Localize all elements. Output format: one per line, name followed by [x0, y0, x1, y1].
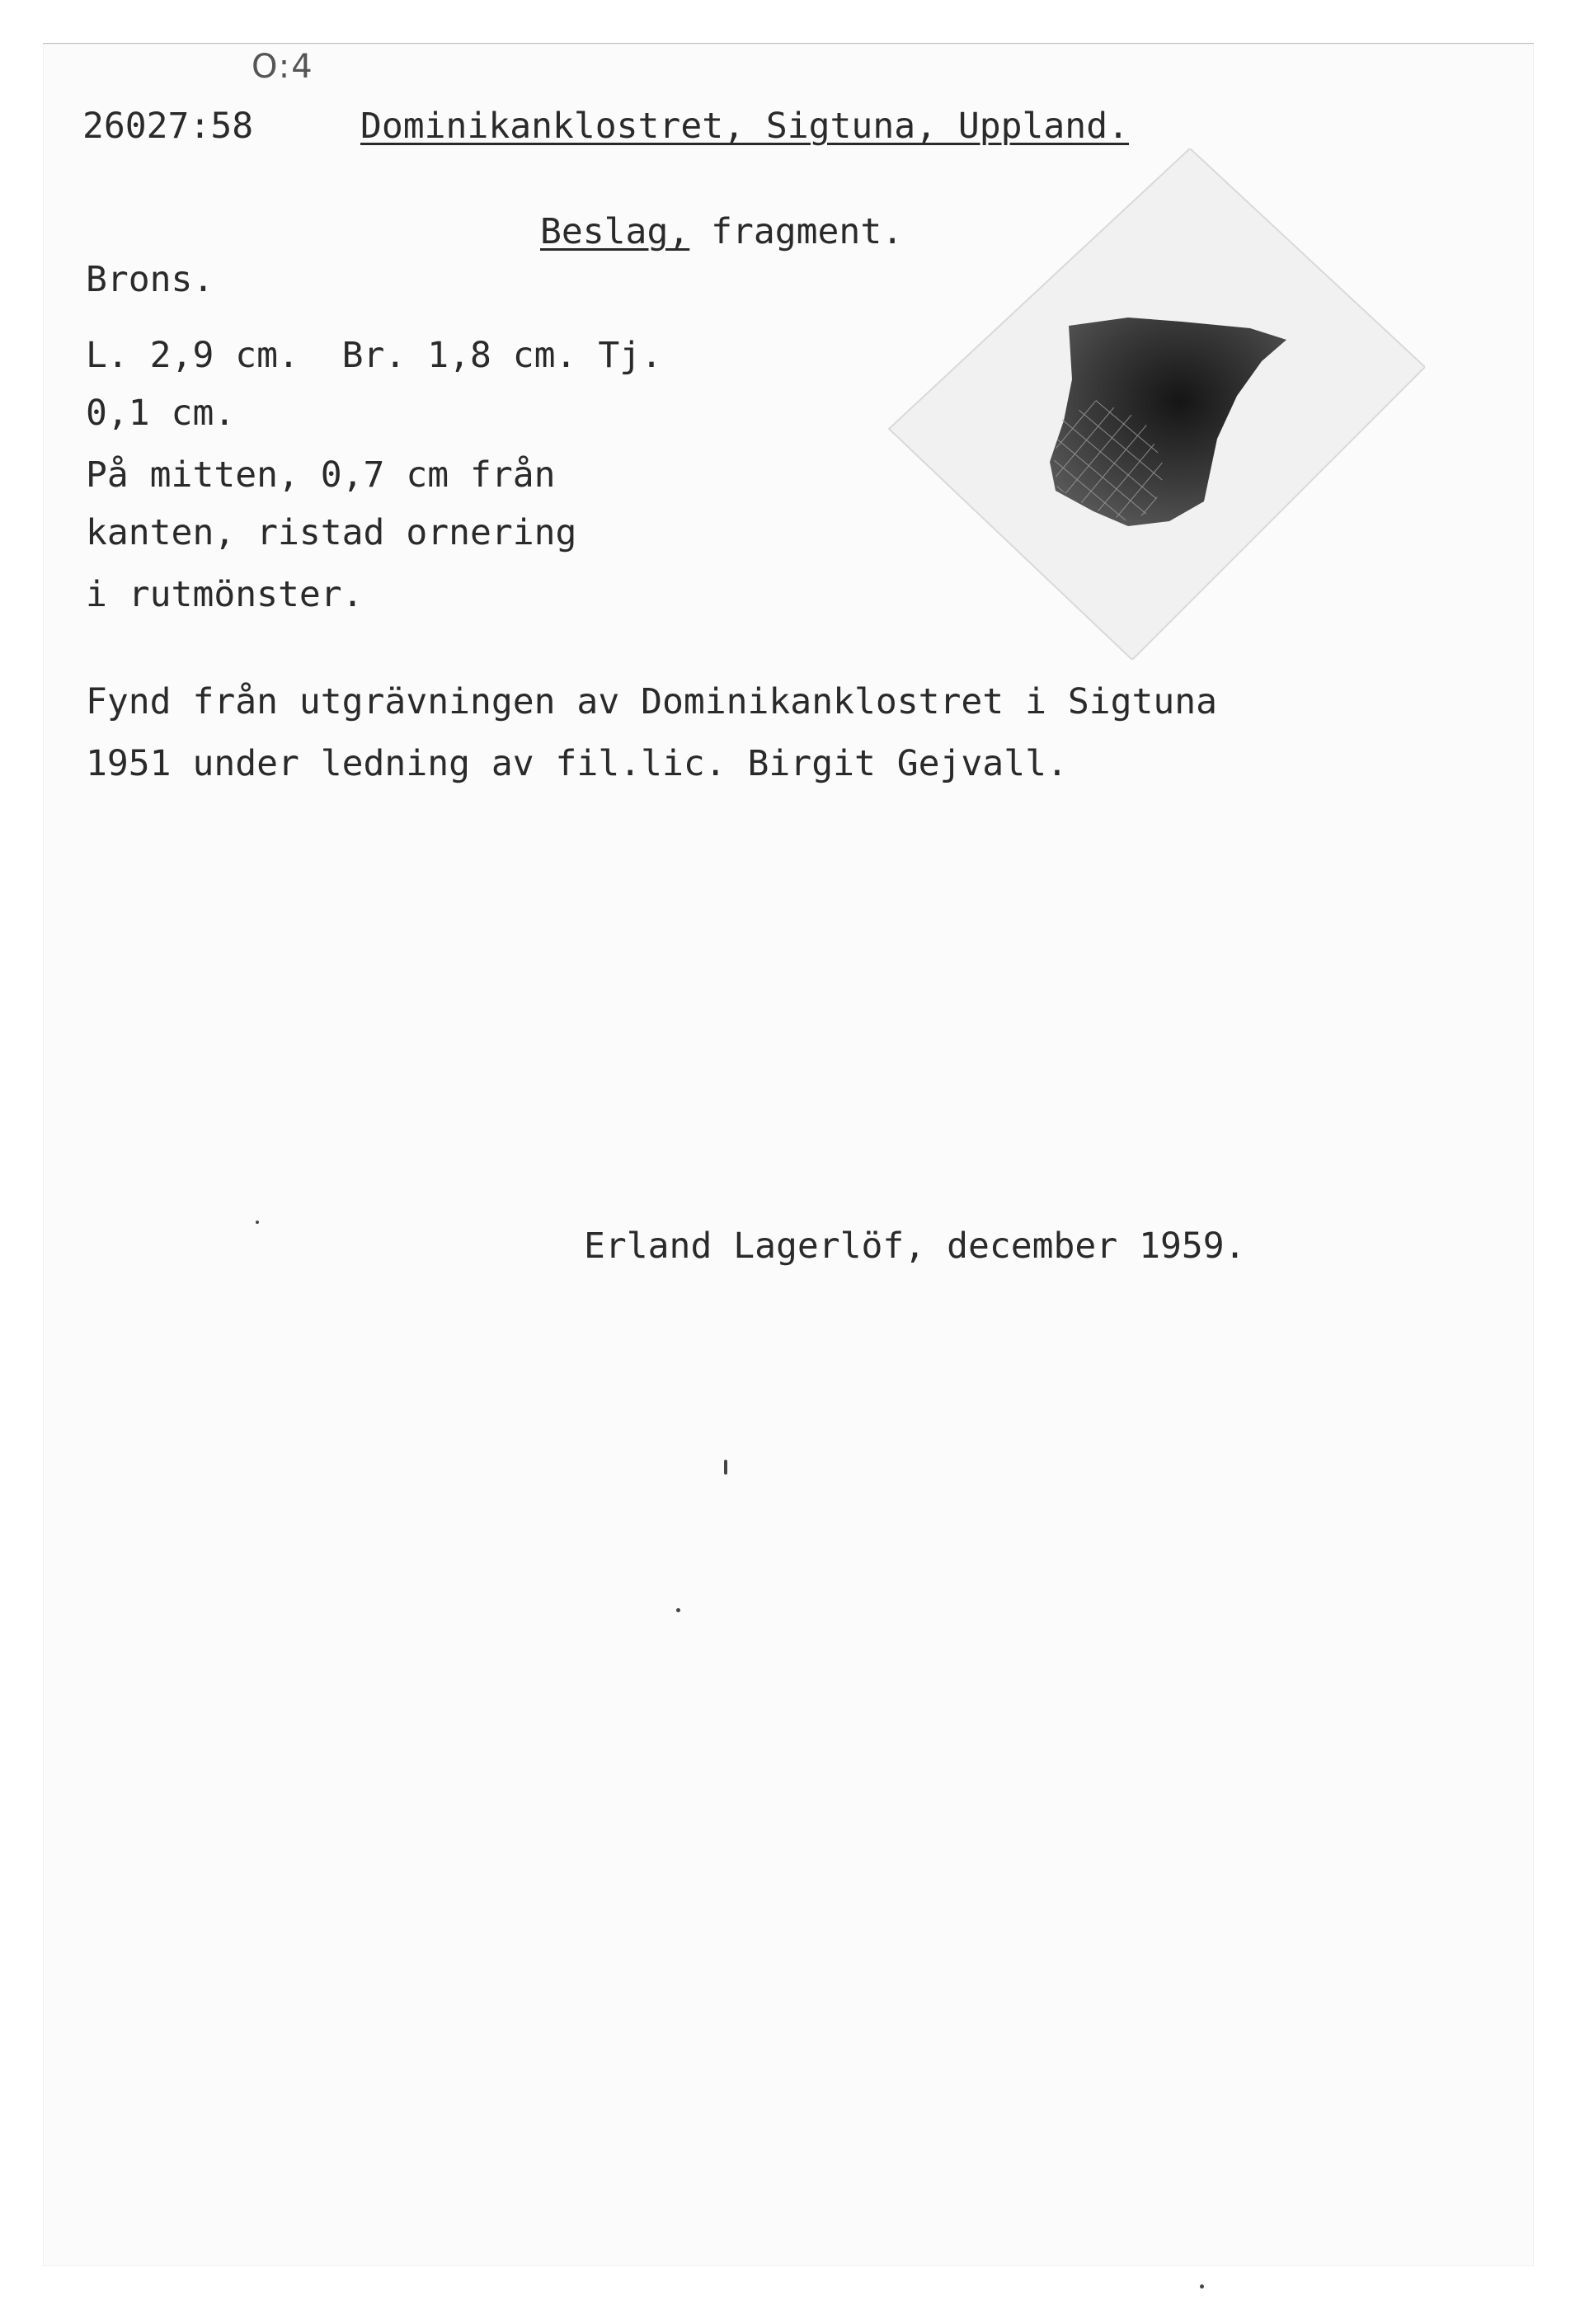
catalog-number: 26027:58 — [82, 106, 254, 147]
scan-speck — [256, 1221, 259, 1224]
dimensions-line-1: L. 2,9 cm. Br. 1,8 cm. Tj. — [86, 335, 662, 376]
find-info-line-2: 1951 under ledning av fil.lic. Birgit Gejvall. — [86, 743, 1068, 784]
scan-speck — [724, 1460, 727, 1475]
site-location: Dominikanklostret, Sigtuna, Uppland. — [360, 106, 1129, 147]
material: Brons. — [86, 259, 214, 300]
object-title-main: Beslag, — [540, 211, 690, 252]
find-info-line-1: Fynd från utgrävningen av Dominikanklostret i Sigtuna — [86, 681, 1218, 722]
object-title — [540, 211, 904, 252]
description-line-1: På mitten, 0,7 cm från — [86, 454, 556, 496]
scan-speck — [676, 1608, 680, 1612]
scan-speck — [1200, 2284, 1204, 2289]
object-title-rest: fragment. — [689, 211, 904, 252]
dimensions-line-2: 0,1 cm. — [86, 393, 236, 434]
signature-line: Erland Lagerlöf, december 1959. — [584, 1226, 1246, 1267]
description-line-2: kanten, ristad ornering — [86, 512, 577, 553]
fragment-photo — [881, 148, 1425, 660]
description-line-3: i rutmönster. — [86, 574, 364, 615]
handwritten-mark: O:4 — [252, 48, 314, 86]
